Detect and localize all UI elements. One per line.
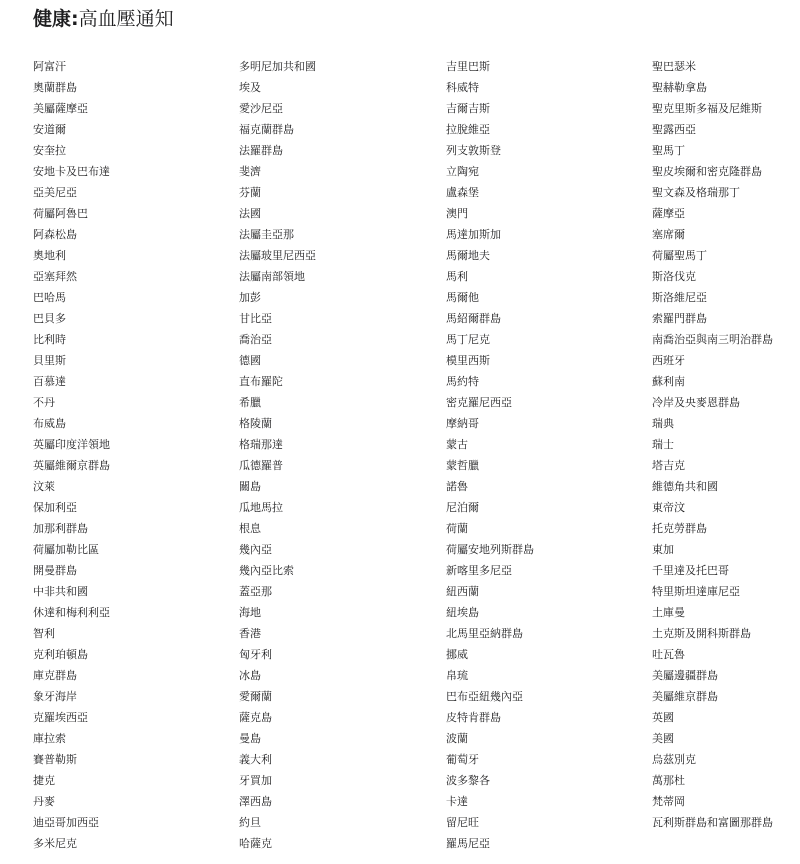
region-item[interactable]: 美屬邊疆群島 [652,669,718,682]
region-item[interactable]: 聖露西亞 [652,123,696,136]
region-item[interactable]: 瑞士 [652,438,674,451]
region-item[interactable]: 冰島 [239,669,261,682]
region-item[interactable]: 斐濟 [239,165,261,178]
region-item[interactable]: 瑞典 [652,417,674,430]
region-item[interactable]: 馬達加斯加 [446,228,501,241]
region-item[interactable]: 紐西蘭 [446,585,479,598]
region-item[interactable]: 幾內亞 [239,543,272,556]
region-item[interactable]: 薩摩亞 [652,207,685,220]
region-item[interactable]: 英國 [652,711,674,724]
region-item[interactable]: 澳門 [446,207,468,220]
region-item[interactable]: 維德角共和國 [652,480,718,493]
region-item[interactable]: 東帝汶 [652,501,685,514]
region-item[interactable]: 香港 [239,627,261,640]
region-item[interactable]: 新喀里多尼亞 [446,564,512,577]
region-item[interactable]: 休達和梅利利亞 [33,606,110,619]
region-item[interactable]: 瓦利斯群島和富圖那群島 [652,816,773,829]
region-item[interactable]: 拉脫維亞 [446,123,490,136]
region-item[interactable]: 索羅門群島 [652,312,707,325]
region-column-2 [239,56,316,854]
region-item[interactable]: 德國 [239,354,261,367]
region-item[interactable]: 聖馬丁 [652,144,685,157]
region-item[interactable]: 梵蒂岡 [652,795,685,808]
region-item[interactable]: 安地卡及巴布達 [33,165,110,178]
region-item[interactable]: 汶萊 [33,480,55,493]
region-item[interactable]: 千里達及托巴哥 [652,564,729,577]
region-item[interactable]: 哈薩克 [239,837,272,850]
region-item[interactable]: 安奎拉 [33,144,66,157]
region-item[interactable]: 希臘 [239,396,261,409]
region-item[interactable]: 聖赫勒拿島 [652,81,707,94]
region-item[interactable]: 開曼群島 [33,564,77,577]
region-item[interactable]: 馬利 [446,270,468,283]
region-item[interactable]: 芬蘭 [239,186,261,199]
region-item[interactable]: 埃及 [239,81,261,94]
region-item[interactable]: 羅馬尼亞 [446,837,490,850]
region-item[interactable]: 義大利 [239,753,272,766]
region-item[interactable]: 馬爾地夫 [446,249,490,262]
region-item[interactable]: 格陵蘭 [239,417,272,430]
region-item[interactable]: 直布羅陀 [239,375,283,388]
region-item[interactable]: 南喬治亞與南三明治群島 [652,333,773,346]
region-item[interactable]: 奧蘭群島 [33,81,77,94]
region-item[interactable]: 賽普勒斯 [33,753,77,766]
region-item[interactable]: 幾內亞比索 [239,564,294,577]
region-item[interactable]: 皮特肯群島 [446,711,501,724]
region-item[interactable]: 科威特 [446,81,479,94]
region-item[interactable]: 巴貝多 [33,312,66,325]
region-column-4 [652,56,773,833]
region-item[interactable]: 馬爾他 [446,291,479,304]
region-item[interactable]: 聖文森及格瑞那丁 [652,186,740,199]
region-item[interactable]: 土克斯及開科斯群島 [652,627,751,640]
region-item[interactable]: 丹麥 [33,795,55,808]
region-item[interactable]: 瓜地馬拉 [239,501,283,514]
region-item[interactable]: 捷克 [33,774,55,787]
region-item[interactable]: 克利珀頓島 [33,648,88,661]
region-item[interactable]: 安道爾 [33,123,66,136]
page-title-category: 健康 [33,8,72,30]
region-item[interactable]: 布威島 [33,417,66,430]
region-item[interactable]: 庫拉索 [33,732,66,745]
region-item[interactable]: 關島 [239,480,261,493]
region-item[interactable]: 加彭 [239,291,261,304]
region-item[interactable]: 聖克里斯多福及尼維斯 [652,102,762,115]
region-item[interactable]: 法屬圭亞那 [239,228,294,241]
region-item[interactable]: 澤西島 [239,795,272,808]
region-item[interactable]: 挪威 [446,648,468,661]
region-item[interactable]: 西班牙 [652,354,685,367]
region-item[interactable]: 塔吉克 [652,459,685,472]
region-item[interactable]: 牙買加 [239,774,272,787]
region-item[interactable]: 聖巴瑟米 [652,60,696,73]
region-item[interactable]: 根息 [239,522,261,535]
region-item[interactable]: 不丹 [33,396,55,409]
region-item[interactable]: 吐瓦魯 [652,648,685,661]
region-item[interactable]: 立陶宛 [446,165,479,178]
region-item[interactable]: 海地 [239,606,261,619]
region-item[interactable]: 法國 [239,207,261,220]
region-item[interactable]: 法屬南部領地 [239,270,305,283]
region-item[interactable]: 美國 [652,732,674,745]
region-item[interactable]: 象牙海岸 [33,690,77,703]
region-item[interactable]: 萬那杜 [652,774,685,787]
region-item[interactable]: 紐埃島 [446,606,479,619]
region-item[interactable]: 保加利亞 [33,501,77,514]
region-column-3 [446,56,534,854]
region-item[interactable]: 中非共和國 [33,585,88,598]
page-title-subject: 高血壓通知 [78,8,174,30]
region-item[interactable]: 格瑞那達 [239,438,283,451]
region-item[interactable]: 摩納哥 [446,417,479,430]
region-item[interactable]: 甘比亞 [239,312,272,325]
region-item[interactable]: 馬丁尼克 [446,333,490,346]
region-item[interactable]: 英屬印度洋領地 [33,438,110,451]
region-item[interactable]: 特里斯坦達庫尼亞 [652,585,740,598]
region-item[interactable]: 庫克群島 [33,669,77,682]
region-item[interactable]: 多明尼加共和國 [239,60,316,73]
region-item[interactable]: 列支敦斯登 [446,144,501,157]
region-item[interactable]: 多米尼克 [33,837,77,850]
region-item[interactable]: 亞美尼亞 [33,186,77,199]
region-item[interactable]: 吉里巴斯 [446,60,490,73]
region-item[interactable]: 亞塞拜然 [33,270,77,283]
page-title [33,6,174,32]
region-item[interactable]: 百慕達 [33,375,66,388]
region-item[interactable]: 荷屬安地列斯群島 [446,543,534,556]
region-item[interactable]: 克羅埃西亞 [33,711,88,724]
region-item[interactable]: 喬治亞 [239,333,272,346]
region-item[interactable]: 奧地利 [33,249,66,262]
region-item[interactable]: 馬紹爾群島 [446,312,501,325]
region-item[interactable]: 烏茲別克 [652,753,696,766]
region-item[interactable]: 英屬維爾京群島 [33,459,110,472]
region-item[interactable]: 諾魯 [446,480,468,493]
region-item[interactable]: 荷屬加勒比區 [33,543,99,556]
region-item[interactable]: 美屬維京群島 [652,690,718,703]
region-item[interactable]: 巴布亞紐幾內亞 [446,690,523,703]
region-item[interactable]: 密克羅尼西亞 [446,396,512,409]
region-item[interactable]: 斯洛維尼亞 [652,291,707,304]
region-column-1 [33,56,110,854]
region-item[interactable]: 留尼旺 [446,816,479,829]
region-item[interactable]: 巴哈馬 [33,291,66,304]
region-item[interactable]: 法羅群島 [239,144,283,157]
region-item[interactable]: 瓜德羅普 [239,459,283,472]
region-item[interactable]: 葡萄牙 [446,753,479,766]
region-item[interactable]: 塞席爾 [652,228,685,241]
region-item[interactable]: 曼島 [239,732,261,745]
region-item[interactable]: 加那利群島 [33,522,88,535]
region-item[interactable]: 波蘭 [446,732,468,745]
region-item[interactable]: 波多黎各 [446,774,490,787]
region-item[interactable]: 愛沙尼亞 [239,102,283,115]
region-item[interactable]: 吉爾吉斯 [446,102,490,115]
region-item[interactable]: 蒙古 [446,438,468,451]
region-item[interactable]: 帛琉 [446,669,468,682]
region-item[interactable]: 約旦 [239,816,261,829]
region-item[interactable]: 冷岸及央麥恩群島 [652,396,740,409]
region-item[interactable]: 智利 [33,627,55,640]
region-item[interactable]: 東加 [652,543,674,556]
region-item[interactable]: 聖皮埃爾和密克隆群島 [652,165,762,178]
region-item[interactable]: 土庫曼 [652,606,685,619]
region-item[interactable]: 匈牙利 [239,648,272,661]
region-item[interactable]: 法屬玻里尼西亞 [239,249,316,262]
region-item[interactable]: 北馬里亞納群島 [446,627,523,640]
region-item[interactable]: 荷屬聖馬丁 [652,249,707,262]
region-item[interactable]: 迪亞哥加西亞 [33,816,99,829]
region-item[interactable]: 模里西斯 [446,354,490,367]
region-item[interactable]: 貝里斯 [33,354,66,367]
region-item[interactable]: 阿富汗 [33,60,66,73]
region-item[interactable]: 蓋亞那 [239,585,272,598]
region-item[interactable]: 薩克島 [239,711,272,724]
region-item[interactable]: 比利時 [33,333,66,346]
region-item[interactable]: 福克蘭群島 [239,123,294,136]
region-item[interactable]: 馬約特 [446,375,479,388]
region-item[interactable]: 盧森堡 [446,186,479,199]
region-item[interactable]: 卡達 [446,795,468,808]
region-item[interactable]: 愛爾蘭 [239,690,272,703]
region-item[interactable]: 尼泊爾 [446,501,479,514]
region-item[interactable]: 荷屬阿魯巴 [33,207,88,220]
region-item[interactable]: 斯洛伐克 [652,270,696,283]
region-item[interactable]: 荷蘭 [446,522,468,535]
region-item[interactable]: 美屬薩摩亞 [33,102,88,115]
page-title-separator: : [71,8,79,30]
region-item[interactable]: 蘇利南 [652,375,685,388]
region-item[interactable]: 蒙哲臘 [446,459,479,472]
region-item[interactable]: 阿森松島 [33,228,77,241]
region-item[interactable]: 托克勞群島 [652,522,707,535]
